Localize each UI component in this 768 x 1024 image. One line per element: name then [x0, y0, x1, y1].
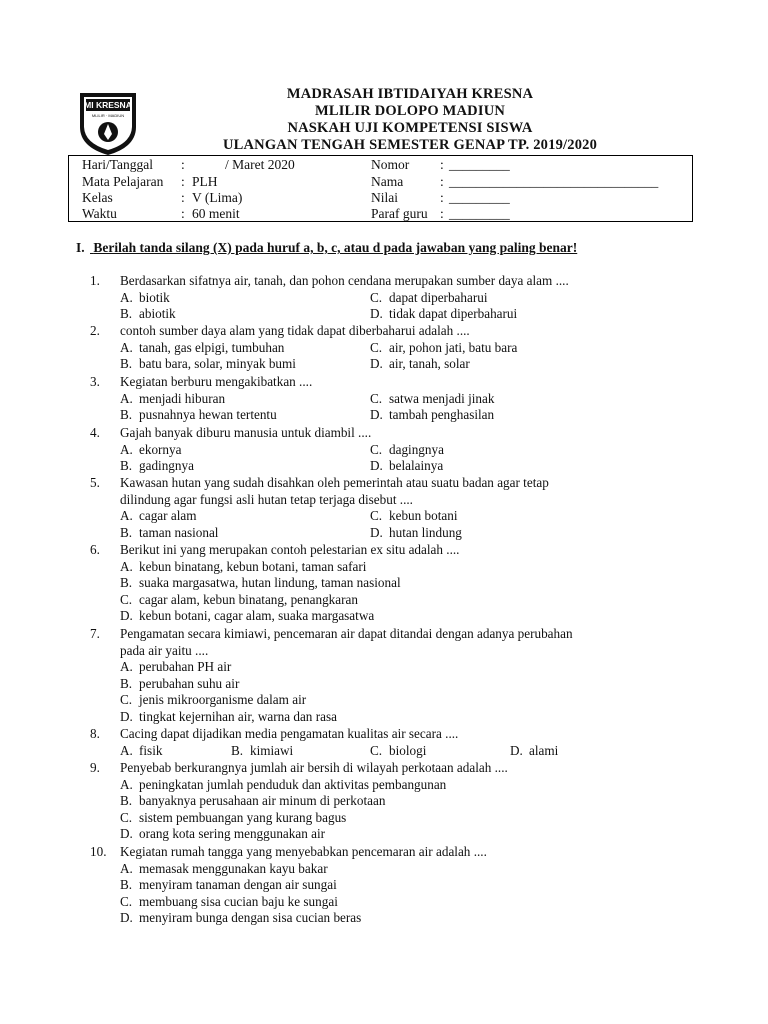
- answer-option: [120, 709, 337, 726]
- option-text: suaka margasatwa, hutan lindung, taman nasional: [139, 575, 401, 591]
- question-item: [0, 626, 768, 643]
- option-letter: B.: [120, 306, 133, 322]
- answer-option: [120, 777, 446, 794]
- question-number: 2.: [90, 323, 100, 338]
- answer-option: [120, 442, 181, 459]
- colon: :: [440, 174, 444, 189]
- options-row: [0, 810, 768, 827]
- answer-option: [370, 391, 494, 408]
- options-row: [0, 777, 768, 794]
- question-text: Pengamatan secara kimiawi, pencemaran air dapat ditandai dengan adanya perubahan: [120, 626, 573, 641]
- option-letter: D.: [120, 709, 133, 724]
- option-text: kebun botani: [389, 508, 458, 524]
- option-letter: D.: [370, 458, 383, 474]
- option-letter: D.: [370, 407, 383, 423]
- option-letter: A.: [120, 289, 133, 305]
- question-number: 5.: [90, 475, 100, 490]
- option-text: dagingnya: [389, 441, 444, 457]
- option-letter: B.: [120, 524, 133, 540]
- option-text: kimiawi: [250, 742, 294, 758]
- option-letter: A.: [120, 742, 133, 758]
- options-row: [0, 894, 768, 911]
- header-line-1: MADRASAH IBTIDAIYAH KRESNA: [286, 86, 534, 102]
- option-letter: B.: [120, 407, 133, 423]
- option-letter: A.: [120, 659, 133, 675]
- header-line-4: ULANGAN TENGAH SEMESTER GENAP TP. 2019/2020: [222, 137, 598, 153]
- option-letter: C.: [120, 809, 133, 825]
- question-text: Gajah banyak diburu manusia untuk diambil ....: [120, 425, 372, 440]
- option-text: air, pohon jati, batu bara: [389, 339, 518, 355]
- question-item: [0, 374, 768, 391]
- hari-value: / Maret 2020: [225, 157, 295, 172]
- info-row-2: [69, 173, 692, 190]
- answer-option: [120, 407, 277, 424]
- kelas-value: V (Lima): [192, 190, 243, 205]
- question-item: [0, 323, 768, 340]
- kelas-label: Kelas: [82, 190, 113, 205]
- option-text: dapat diperbaharui: [389, 289, 488, 305]
- paraf-value: _________: [449, 206, 510, 221]
- answer-option: [370, 290, 488, 307]
- section-instruction: Berilah tanda silang (X) pada huruf a, b, c, atau d pada jawaban yang paling benar!: [93, 240, 578, 255]
- waktu-value: 60 menit: [192, 206, 240, 221]
- option-text: kebun botani, cagar alam, suaka margasatwa: [139, 608, 375, 624]
- option-letter: D.: [120, 608, 133, 624]
- answer-option: [120, 592, 358, 609]
- option-letter: C.: [120, 692, 133, 708]
- options-row: [0, 559, 768, 576]
- question-text: Cacing dapat dijadikan media pengamatan kualitas air secara ....: [120, 726, 459, 741]
- option-letter: A.: [120, 776, 133, 792]
- option-text: menjadi hiburan: [139, 390, 226, 406]
- header-line-3: NASKAH UJI KOMPETENSI SISWA: [287, 120, 533, 136]
- question-item: [0, 542, 768, 559]
- question-continuation: [0, 492, 768, 509]
- question-number: 1.: [90, 273, 100, 288]
- option-text: belalainya: [389, 458, 444, 474]
- option-text: satwa menjadi jinak: [389, 390, 495, 406]
- question-number: 10.: [90, 844, 107, 859]
- option-letter: B.: [120, 675, 133, 691]
- option-text: perubahan suhu air: [139, 675, 240, 691]
- option-letter: C.: [370, 390, 383, 406]
- answer-option: [120, 894, 338, 911]
- option-text: ekornya: [139, 441, 182, 457]
- answer-option: [370, 306, 517, 323]
- option-letter: B.: [120, 793, 133, 809]
- question-number: 9.: [90, 760, 100, 775]
- nilai-value: _________: [449, 190, 510, 205]
- options-row: [0, 709, 768, 726]
- colon: :: [440, 190, 444, 205]
- option-text: menyiram bunga dengan sisa cucian beras: [139, 910, 362, 926]
- question-number: 3.: [90, 374, 100, 389]
- colon: :: [440, 157, 444, 172]
- logo-subtext: MLILIR · MADIUN: [91, 113, 125, 118]
- answer-option: [120, 559, 366, 576]
- options-row: [0, 356, 768, 373]
- options-row: [0, 407, 768, 424]
- option-letter: C.: [370, 339, 383, 355]
- option-letter: D.: [510, 742, 523, 758]
- question-continuation: [0, 643, 768, 660]
- option-letter: C.: [370, 289, 383, 305]
- nama-label: Nama: [371, 174, 404, 189]
- question-text: Kegiatan berburu mengakibatkan ....: [120, 374, 313, 389]
- answer-option: [231, 743, 293, 760]
- answer-option: [120, 877, 337, 894]
- question-text: Kegiatan rumah tangga yang menyebabkan pencemaran air adalah ....: [120, 844, 487, 859]
- option-text: biologi: [389, 742, 427, 758]
- option-text: alami: [529, 742, 559, 758]
- answer-option: [120, 391, 225, 408]
- colon: :: [181, 174, 185, 189]
- option-text: fisik: [139, 742, 163, 758]
- answer-option: [120, 290, 170, 307]
- option-letter: C.: [370, 508, 383, 524]
- question-text: Berikut ini yang merupakan contoh pelestarian ex situ adalah ....: [120, 542, 460, 557]
- nomor-label: Nomor: [371, 157, 410, 172]
- option-text: kebun binatang, kebun botani, taman safari: [139, 558, 367, 574]
- option-text: jenis mikroorganisme dalam air: [139, 692, 307, 708]
- answer-option: [120, 356, 296, 373]
- question-text: pada air yaitu ....: [120, 642, 209, 658]
- question-item: [0, 273, 768, 290]
- answer-option: [120, 659, 231, 676]
- option-text: menyiram tanaman dengan air sungai: [139, 877, 337, 893]
- option-letter: B.: [120, 356, 133, 372]
- question-item: [0, 760, 768, 777]
- question-item: [0, 475, 768, 492]
- option-text: tidak dapat diperbaharui: [389, 306, 518, 322]
- colon: :: [181, 157, 185, 172]
- option-letter: D.: [120, 826, 133, 842]
- option-text: tanah, gas elpigi, tumbuhan: [139, 339, 285, 355]
- question-text: contoh sumber daya alam yang tidak dapat diberbaharui adalah ....: [120, 323, 470, 338]
- options-row: [0, 608, 768, 625]
- option-letter: B.: [120, 458, 133, 474]
- school-logo-icon: [76, 89, 140, 157]
- options-row: [0, 290, 768, 307]
- options-row: [0, 910, 768, 927]
- options-row: [0, 340, 768, 357]
- option-text: perubahan PH air: [139, 659, 232, 675]
- nilai-label: Nilai: [371, 190, 398, 205]
- option-text: sistem pembuangan yang kurang bagus: [139, 809, 347, 825]
- colon: :: [181, 206, 185, 221]
- colon: :: [440, 206, 444, 221]
- answer-option: [120, 575, 401, 592]
- option-text: banyaknya perusahaan air minum di perkotaan: [139, 793, 386, 809]
- options-row: [0, 458, 768, 475]
- answer-option: [120, 458, 194, 475]
- option-letter: D.: [370, 306, 383, 322]
- option-text: memasak menggunakan kayu bakar: [139, 860, 328, 876]
- question-text: Penyebab berkurangnya jumlah air bersih di wilayah perkotaan adalah ....: [120, 760, 508, 775]
- answer-option: [120, 306, 176, 323]
- question-item: [0, 425, 768, 442]
- student-info-box: [68, 155, 693, 222]
- option-letter: A.: [120, 508, 133, 524]
- answer-option: [370, 442, 444, 459]
- hari-label: Hari/Tanggal: [82, 157, 154, 172]
- options-row: [0, 861, 768, 878]
- option-text: cagar alam: [139, 508, 197, 524]
- answer-option: [120, 910, 361, 927]
- answer-option: [370, 458, 443, 475]
- header-line-2: MLILIR DOLOPO MADIUN: [314, 103, 506, 119]
- options-row: [0, 508, 768, 525]
- options-row: [0, 306, 768, 323]
- section-roman: I.: [76, 240, 85, 255]
- question-number: 7.: [90, 626, 100, 641]
- option-text: pusnahnya hewan tertentu: [139, 407, 277, 423]
- options-row: [0, 793, 768, 810]
- option-text: gadingnya: [139, 458, 194, 474]
- options-row: [0, 743, 768, 760]
- option-letter: D.: [370, 524, 383, 540]
- option-text: air, tanah, solar: [389, 356, 470, 372]
- question-number: 8.: [90, 726, 100, 741]
- answer-option: [120, 861, 328, 878]
- answer-option: [120, 810, 346, 827]
- answer-option: [120, 508, 196, 525]
- section-title: [76, 240, 577, 256]
- option-text: batu bara, solar, minyak bumi: [139, 356, 296, 372]
- logo-text: MI KRESNA: [84, 100, 132, 110]
- option-letter: C.: [120, 893, 133, 909]
- info-row-1: [69, 156, 692, 173]
- answer-option: [120, 525, 218, 542]
- answer-option: [120, 608, 374, 625]
- option-letter: D.: [120, 910, 133, 926]
- option-text: taman nasional: [139, 524, 219, 540]
- info-row-4: [69, 205, 692, 222]
- option-letter: A.: [120, 860, 133, 876]
- options-row: [0, 692, 768, 709]
- option-letter: A.: [120, 441, 133, 457]
- question-item: [0, 844, 768, 861]
- options-row: [0, 659, 768, 676]
- option-letter: A.: [120, 390, 133, 406]
- info-row-3: [69, 189, 692, 206]
- option-text: peningkatan jumlah penduduk dan aktivitas pembangunan: [139, 776, 447, 792]
- question-item: [0, 726, 768, 743]
- answer-option: [120, 826, 325, 843]
- option-text: biotik: [139, 289, 170, 305]
- option-letter: A.: [120, 558, 133, 574]
- options-row: [0, 826, 768, 843]
- answer-option: [120, 692, 306, 709]
- option-letter: C.: [370, 742, 383, 758]
- options-row: [0, 592, 768, 609]
- answer-option: [120, 340, 284, 357]
- answer-option: [120, 793, 385, 810]
- options-row: [0, 525, 768, 542]
- answer-option: [370, 743, 426, 760]
- option-letter: A.: [120, 339, 133, 355]
- option-text: membuang sisa cucian baju ke sungai: [139, 893, 338, 909]
- answer-option: [510, 743, 558, 760]
- mapel-label: Mata Pelajaran: [82, 174, 164, 189]
- option-text: hutan lindung: [389, 524, 462, 540]
- option-letter: C.: [370, 441, 383, 457]
- options-row: [0, 442, 768, 459]
- options-row: [0, 391, 768, 408]
- option-letter: B.: [120, 575, 133, 591]
- options-row: [0, 676, 768, 693]
- options-row: [0, 877, 768, 894]
- school-header: [180, 86, 640, 154]
- answer-option: [120, 676, 239, 693]
- answer-option: [120, 743, 162, 760]
- option-text: tambah penghasilan: [389, 407, 495, 423]
- option-letter: B.: [231, 742, 244, 758]
- answer-option: [370, 356, 470, 373]
- question-text: Berdasarkan sifatnya air, tanah, dan pohon cendana merupakan sumber daya alam ....: [120, 273, 569, 288]
- option-letter: B.: [120, 877, 133, 893]
- nomor-value: _________: [449, 157, 510, 172]
- paraf-label: Paraf guru: [371, 206, 428, 221]
- colon: :: [181, 190, 185, 205]
- options-row: [0, 575, 768, 592]
- question-text: dilindung agar fungsi asli hutan tetap terjaga disebut ....: [120, 491, 413, 507]
- mapel-value: PLH: [192, 174, 218, 189]
- option-letter: D.: [370, 356, 383, 372]
- question-text: Kawasan hutan yang sudah disahkan oleh pemerintah atau suatu badan agar tetap: [120, 475, 549, 490]
- option-letter: C.: [120, 591, 133, 607]
- nama-value: _______________________________: [449, 174, 659, 189]
- waktu-label: Waktu: [82, 206, 117, 221]
- answer-option: [370, 407, 494, 424]
- question-number: 4.: [90, 425, 100, 440]
- question-number: 6.: [90, 542, 100, 557]
- option-text: orang kota sering menggunakan air: [139, 826, 326, 842]
- answer-option: [370, 508, 458, 525]
- option-text: abiotik: [139, 306, 176, 322]
- option-text: cagar alam, kebun binatang, penangkaran: [139, 591, 358, 607]
- option-text: tingkat kejernihan air, warna dan rasa: [139, 709, 337, 724]
- answer-option: [370, 525, 462, 542]
- answer-option: [370, 340, 517, 357]
